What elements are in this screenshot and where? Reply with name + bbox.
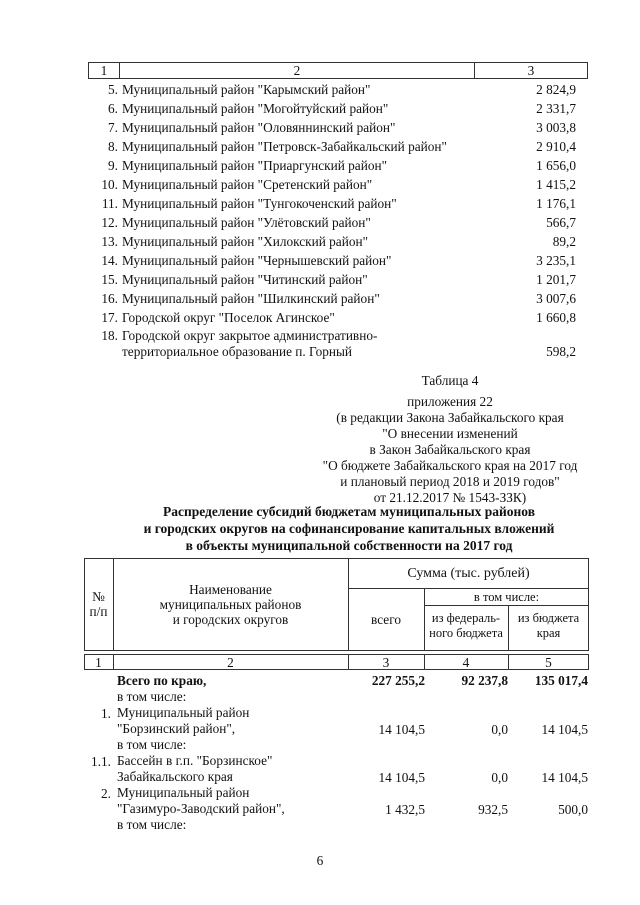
row-regional: 14 104,5 [541, 770, 588, 785]
caption-line: приложения 22 [407, 394, 493, 409]
row-name: Муниципальный район [117, 785, 250, 800]
caption-table-number: Таблица 4 [421, 373, 479, 388]
top-header-col-2: 2 [120, 63, 475, 78]
row-value: 3 003,8 [536, 120, 576, 135]
row-name: Муниципальный район "Карымский район" [122, 82, 371, 97]
col-number: 4 [462, 655, 470, 670]
row-total: 14 104,5 [378, 722, 425, 737]
row-name: в том числе: [117, 817, 187, 832]
row-number: 5. [108, 82, 118, 97]
row-total: 14 104,5 [378, 770, 425, 785]
table-row [88, 251, 588, 270]
table-row [88, 118, 588, 137]
caption-line: "О внесении изменений [382, 426, 518, 441]
row-federal: 932,5 [478, 802, 508, 817]
row-number: 18. [101, 328, 118, 343]
table-row [88, 99, 588, 118]
col-number: 2 [227, 655, 234, 670]
row-number: 9. [108, 158, 118, 173]
row-name: Городской округ "Поселок Агинское" [122, 310, 335, 325]
row-regional: 135 017,4 [534, 673, 588, 688]
row-number: 10. [101, 177, 118, 192]
col-number: 1 [95, 655, 102, 670]
row-name: Муниципальный район "Оловяннинский район" [122, 120, 396, 135]
row-value: 2 910,4 [536, 139, 576, 154]
row-name: Всего по краю, [117, 673, 207, 688]
row-number: 14. [101, 253, 118, 268]
row-value: 598,2 [546, 344, 576, 359]
table-row [88, 80, 588, 99]
header-total: всего [371, 612, 401, 627]
row-value: 2 824,9 [536, 82, 576, 97]
caption-line: от 21.12.2017 № 1543-ЗЗК) [373, 490, 527, 505]
row-number: 2. [101, 786, 111, 801]
document-title [84, 503, 614, 554]
row-value: 89,2 [552, 234, 576, 249]
table-row [88, 289, 588, 308]
row-name: Забайкальского края [117, 769, 233, 784]
table-row [88, 175, 588, 194]
row-value: 1 656,0 [536, 158, 576, 173]
header-sum: Сумма (тыс. рублей) [407, 566, 530, 581]
caption-line: "О бюджете Забайкальского края на 2017 год [322, 458, 578, 473]
row-name: Муниципальный район "Петровск-Забайкальский район" [122, 139, 447, 154]
row-number: 1.1. [91, 754, 111, 769]
header-federal: из федераль- ного бюджета [429, 611, 503, 640]
row-total: 1 432,5 [385, 802, 425, 817]
caption-line: и плановый период 2018 и 2019 годов" [340, 474, 560, 489]
title-line: Распределение субсидий бюджетам муниципальных районов [162, 504, 536, 519]
row-value: 1 660,8 [536, 310, 576, 325]
row-federal: 92 237,8 [461, 673, 508, 688]
row-number: 12. [101, 215, 118, 230]
row-value: 3 235,1 [536, 253, 576, 268]
col-number: 5 [545, 655, 552, 670]
row-federal: 0,0 [491, 722, 508, 737]
row-value: 1 415,2 [536, 177, 576, 192]
row-name: Бассейн в г.п. "Борзинское" [117, 753, 273, 768]
header-number: № п/п [89, 589, 108, 619]
row-name: Муниципальный район "Сретенский район" [122, 177, 373, 192]
title-line: и городских округов на софинансирование капитальных вложений [143, 521, 555, 536]
row-number: 6. [108, 101, 118, 116]
row-value: 1 201,7 [536, 272, 576, 287]
row-number: 11. [101, 196, 118, 211]
row-number: 1. [101, 706, 111, 721]
row-name: в том числе: [117, 737, 187, 752]
row-name: Муниципальный район "Приаргунский район" [122, 158, 388, 173]
title-line: в объекты муниципальной собственности на 2017 год [185, 538, 513, 553]
row-name: Муниципальный район "Могойтуйский район" [122, 101, 389, 116]
row-name: территориальное образование п. Горный [122, 344, 353, 359]
row-name: Муниципальный район [117, 705, 250, 720]
row-name: Городской округ закрытое административно- [122, 328, 378, 343]
table-row [88, 156, 588, 175]
top-table-header [88, 62, 588, 79]
page-number: 6 [316, 853, 324, 868]
row-number: 8. [108, 139, 118, 154]
header-regional: из бюджета края [517, 611, 580, 640]
row-number: 13. [101, 234, 118, 249]
header-including: в том числе: [473, 590, 540, 604]
row-name: в том числе: [117, 689, 187, 704]
row-name: Муниципальный район "Тунгокоченский район" [122, 196, 397, 211]
row-name: Муниципальный район "Хилокский район" [122, 234, 369, 249]
table-row [88, 137, 588, 156]
col-number: 3 [382, 655, 390, 670]
row-name: Муниципальный район "Улётовский район" [122, 215, 371, 230]
table-row-continuation [88, 342, 588, 361]
row-regional: 14 104,5 [541, 722, 588, 737]
row-value: 566,7 [546, 215, 576, 230]
caption-line: (в редакции Закона Забайкальского края [336, 410, 564, 425]
top-header-col-3: 3 [527, 63, 535, 78]
table-row [88, 194, 588, 213]
row-federal: 0,0 [491, 770, 508, 785]
table-row [88, 270, 588, 289]
table-row [88, 213, 588, 232]
header-name: Наименование муниципальных районов и городских округов [159, 582, 302, 627]
row-number: 17. [101, 310, 118, 325]
row-number: 15. [101, 272, 118, 287]
row-value: 2 331,7 [536, 101, 576, 116]
top-header-col-1: 1 [89, 63, 120, 78]
table-row [88, 308, 588, 327]
row-number: 7. [108, 120, 118, 135]
table-caption [300, 373, 600, 506]
row-name: Муниципальный район "Шилкинский район" [122, 291, 380, 306]
row-value: 3 007,6 [536, 291, 576, 306]
row-total: 227 255,2 [371, 673, 425, 688]
row-name: "Борзинский район", [117, 721, 236, 736]
row-regional: 500,0 [558, 802, 588, 817]
table-row [88, 232, 588, 251]
row-value: 1 176,1 [536, 196, 576, 211]
row-name: Муниципальный район "Читинский район" [122, 272, 368, 287]
row-number: 16. [101, 291, 118, 306]
row-name: Муниципальный район "Чернышевский район" [122, 253, 392, 268]
row-name: "Газимуро-Заводский район", [117, 801, 285, 816]
caption-line: в Закон Забайкальского края [369, 442, 531, 457]
